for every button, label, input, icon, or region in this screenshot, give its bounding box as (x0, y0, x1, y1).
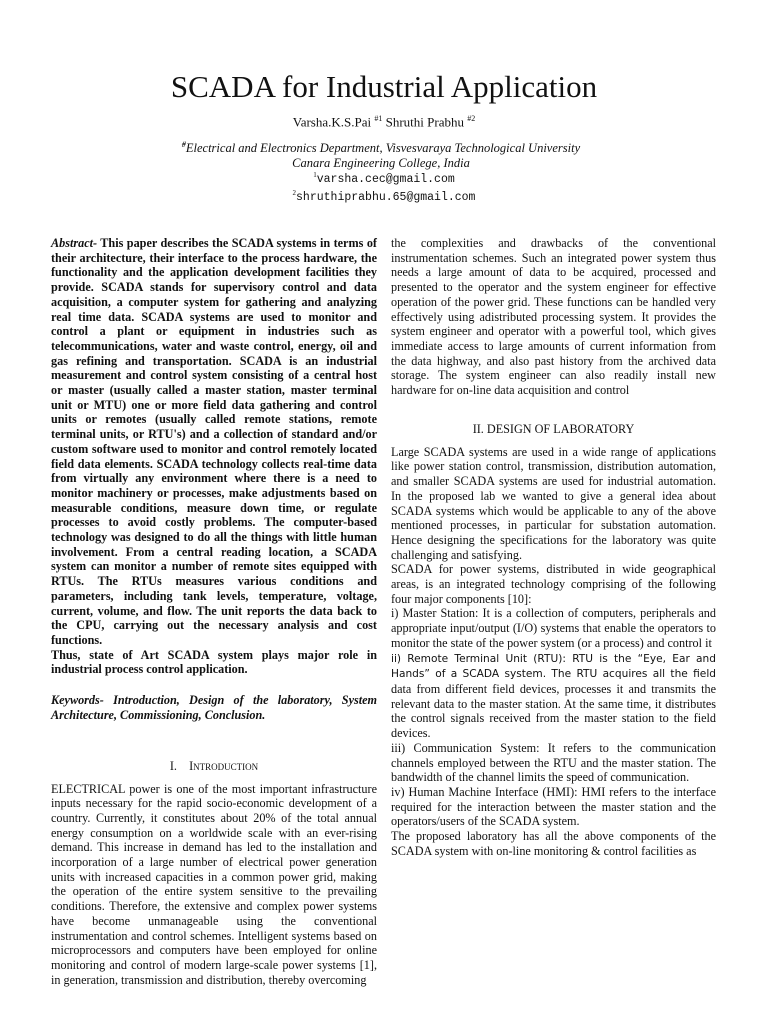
component-item-body: data from different field devices, processes it and transmits the relevant data to the master station. At the same time, it distributes the control signals received from the master station to the field devices. (391, 681, 716, 741)
author-name: Varsha.K.S.Pai (292, 114, 372, 130)
component-item-head: ii) Remote Terminal Unit (RTU): RTU is the “Eye, Ear and Hands” of a SCADA system. The RTU acquires all the field (391, 652, 716, 681)
author-list (0, 110, 768, 130)
design-paragraph: SCADA for power systems, distributed in wide geographical areas, is an integrated technology comprising of the following four major components [10]: (391, 562, 716, 606)
email-superscript: 1 (313, 171, 317, 179)
section-title: Introduction (189, 758, 259, 773)
author-superscript: #2 (467, 114, 476, 123)
abstract-label: Abstract- (51, 236, 98, 250)
author-email (0, 168, 768, 187)
email-address: shruthiprabhu.65@gmail.com (296, 190, 476, 204)
paper-title: SCADA for Industrial Application (170, 69, 598, 104)
section-heading (51, 759, 377, 774)
section-heading: II. DESIGN OF LABORATORY (472, 421, 635, 436)
component-item: iv) Human Machine Interface (HMI): HMI refers to the interface required for the interaction between the master station and the operators/users of the SCADA system. (391, 784, 716, 829)
email-superscript: 2 (292, 189, 297, 197)
component-item (391, 651, 716, 741)
right-column (391, 236, 716, 858)
abstract (51, 236, 377, 648)
component-item: iii) Communication System: It refers to the communication channels employed between the RTU and the master station. The bandwidth of the channel limits the speed of communication. (391, 740, 716, 785)
intro-paragraph-continued: the complexities and drawbacks of the conventional instrumentation schemes. Such an integrated power system thus needs a large amount of data to be acquired, processed and presented to the operator and the system engineer for effective operation of the power grid. These functions can be handled very effectively using adistributed processing system. It provides the system engineer and operator with a powerful tool, which gives immediate access to large amounts of current information from the data highway, and also past history from the archived data storage. The system engineer can also readily install new hardware for on-line data acquisition and control (391, 236, 716, 398)
affiliation-line: Canara Engineering College, India (292, 156, 470, 171)
email-address: varsha.cec@gmail.com (316, 172, 455, 186)
affiliation-marker: # (181, 140, 186, 149)
component-item: i) Master Station: It is a collection of computers, peripherals and appropriate input/output (I/O) systems that enable the operators to monitor the state of the power system (or a process) and control it (391, 606, 716, 650)
abstract-text: This paper describes the SCADA systems in terms of their architecture, their interface to the process hardware, the functionality and the application development facilities they provide. SCADA stands for supervisory control and data acquisition, a computer system for gathering and analyzing real time data. SCADA systems are used to monitor and control a plant or equipment in industries such as telecommunications, water and waste control, energy, oil and gas refining and transportation. SCADA is an industrial measurement and control system consisting of a central host or master (usually called a master station, master terminal unit or MTU) one or more field data gathering and control units or remotes (usually called remote stations, remote terminal units, or RTU's) and a collection of standard and/or custom software used to monitor and control remotely located field data elements. SCADA technology collects real-time data from virtually any environment where there is a need to monitor machinery or processes, make adjustments based on measurable conditions, measure down time, or regulate processes to avoid costly problems. The computer-based technology was designed to do all the things with little human involvement. From a central reading location, a SCADA system can monitor a number of remote sites equipped with RTUs. The RTUs measures various conditions and parameters, including tank levels, temperature, voltage, current, volume, and flow. The unit reports the data back to the CPU, carrying out the necessary analysis and cost functions. (51, 236, 377, 647)
affiliation (0, 137, 738, 171)
affiliation-line: Electrical and Electronics Department, Visvesvaraya Technological University (185, 141, 581, 156)
design-paragraph: The proposed laboratory has all the above components of the SCADA system with on-line monitoring & control facilities as (391, 829, 716, 858)
author-name: Shruthi Prabhu (385, 114, 464, 130)
design-paragraph: Large SCADA systems are used in a wide range of applications like power station control, transmission, distribution automation, and smaller SCADA systems are used for industrial automation. In the proposed lab we wanted to give a general idea about SCADA systems which would be applicable to any of the above mentioned processes, in particular for substation automation. Hence designing the specifications for the laboratory was quite challenging and satisfying. (391, 444, 716, 562)
author-superscript: #1 (374, 114, 383, 123)
intro-paragraph: ELECTRICAL power is one of the most important infrastructure inputs necessary for the rapid socio-economic development of a country. Currently, it constitutes about 20% of the total annual energy consumption on a worldwide scale with an ever-rising demand. This increase in demand has led to the installation and incorporation of a large number of electrical power generation units with increased capacities in a common power grid, making the operation of the entire system sensitive to the prevailing conditions. Therefore, the extensive and complex power systems have become unmanageable using the conventional instrumentation and control schemes. Intelligent systems based on microprocessors and computers have been employed for online monitoring and control of modern large-scale power systems [1], in generation, transmission and distribution, thereby overcoming (51, 781, 377, 987)
keywords: Keywords- Introduction, Design of the laboratory, System Architecture, Commissioning, Conclusion. (51, 693, 377, 722)
author-email (0, 186, 768, 205)
abstract-text-continued: Thus, state of Art SCADA system plays major role in industrial process control application. (51, 647, 377, 677)
section-number: I. (169, 758, 177, 773)
left-column (51, 236, 377, 987)
